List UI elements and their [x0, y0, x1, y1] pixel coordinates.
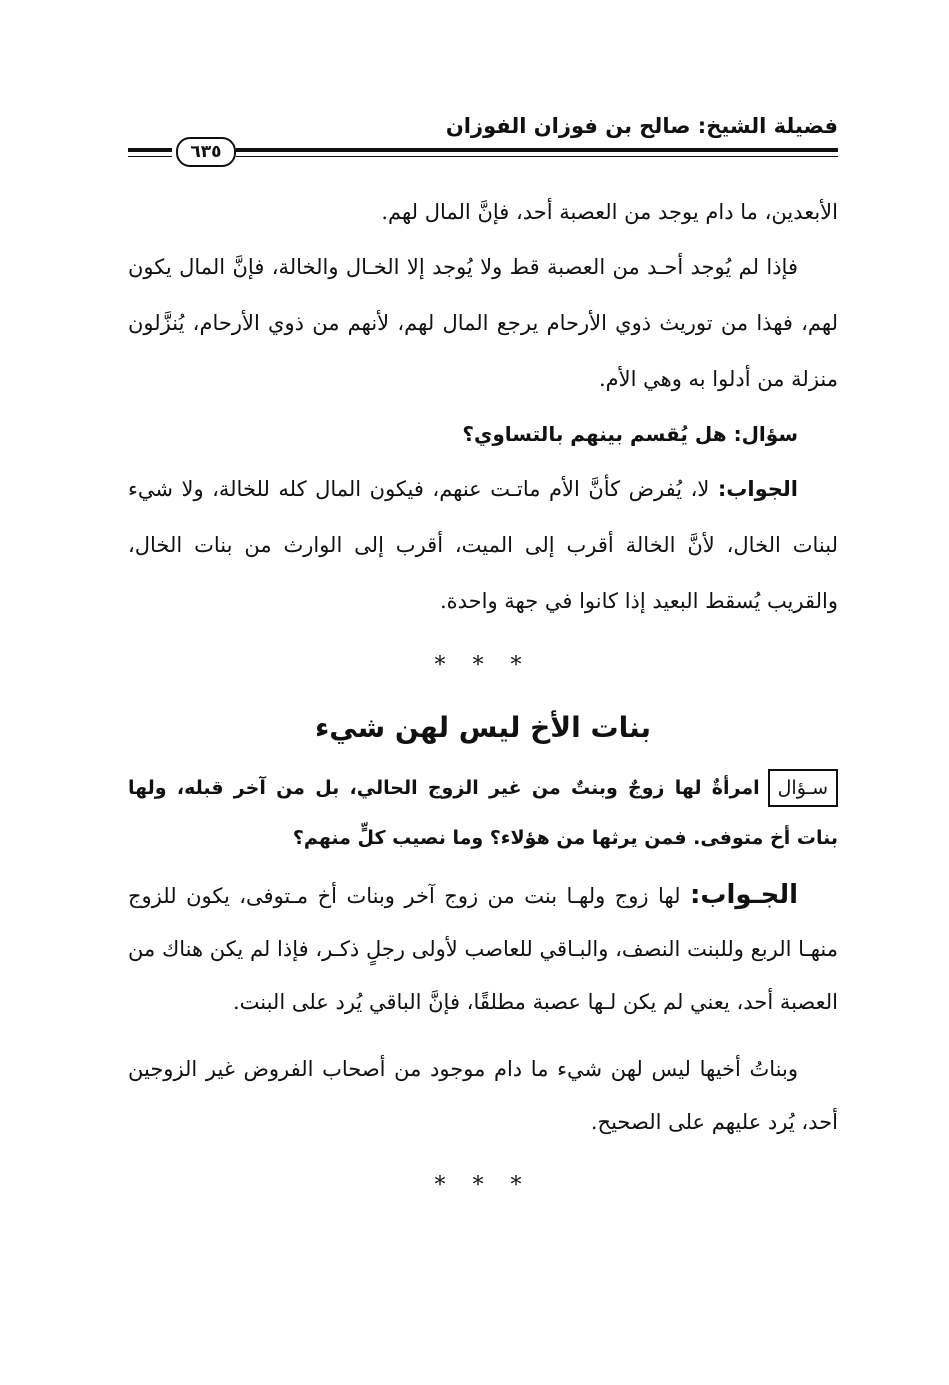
answer-inheritance — [128, 869, 838, 1029]
section-title: بنات الأخ ليس لهن شيء — [314, 711, 652, 744]
header-title: فضيلة الشيخ: صالح بن فوزان الفوزان — [445, 114, 838, 138]
answer-equal-split — [128, 461, 838, 629]
header-rule — [236, 148, 838, 152]
page-content — [128, 186, 838, 1219]
header-rule-thin — [236, 156, 838, 157]
end-separator: * * * — [434, 1173, 532, 1198]
section-separator: * * * — [434, 653, 532, 678]
answer-label-large: الجـواب: — [689, 880, 798, 910]
question-equal-split: سؤال: هل يُقسم بينهم بالتساوي؟ — [462, 422, 798, 446]
answer-label: الجواب: — [717, 477, 798, 501]
question-text: امرأةٌ لها زوجٌ وبنتٌ من غير الزوج الحالي، بل من آخر قبله، ولها بنات أخ متوفى. فمن يرثها من هؤلاء؟ وما نصيب كلٍّ منهم؟ — [128, 777, 838, 849]
paragraph-maternal-relatives: فإذا لم يُوجد أحـد من العصبة قط ولا يُوجد إلا الخـال والخالة، فإنَّ المال يكون لهم، فهذا من توريث ذوي الأرحام يرجع المال لهم، لأنهم من ذوي الأرحام، يُنزَّلون منزلة من أدلوا به وهي الأم. — [128, 255, 838, 391]
header-rule-short — [128, 148, 172, 152]
question-inheritance — [128, 763, 838, 863]
question-label-box: سـؤال — [768, 769, 838, 807]
spacer — [128, 1029, 838, 1043]
header-rule-short-thin — [128, 156, 172, 157]
paragraph-continuation: الأبعدين، ما دام يوجد من العصبة أحد، فإنَّ المال لهم. — [381, 200, 838, 224]
paragraph-nieces: وبناتُ أخيها ليس لهن شيء ما دام موجود من أصحاب الفروض غير الزوجين أحد، يُرد عليهم على الصحيح. — [128, 1057, 838, 1134]
answer-text: لا، يُفرض كأنَّ الأم ماتـت عنهم، فيكون المال كله للخالة، ولا شيء لبنات الخال، لأنَّ الخالة أقرب إلى الميت، أقرب إلى الوارث من بنات الخال، والقريب يُسقط البعيد إذا كانوا في جهة واحدة. — [128, 477, 838, 613]
answer-text: لها زوج ولهـا بنت من زوج آخر وبنات أخ مـتوفى، يكون للزوج منهـا الربع وللبنت النصف، والبـاقي للعاصب لأولى رجلٍ ذكـر، فإذا لم يكن هناك من العصبة أحد، يعني لم يكن لـها عصبة مطلقًا، فإنَّ الباقي يُرد على البنت. — [128, 884, 838, 1014]
page-number: ٦٣٥ — [176, 137, 236, 167]
running-header — [128, 108, 838, 168]
